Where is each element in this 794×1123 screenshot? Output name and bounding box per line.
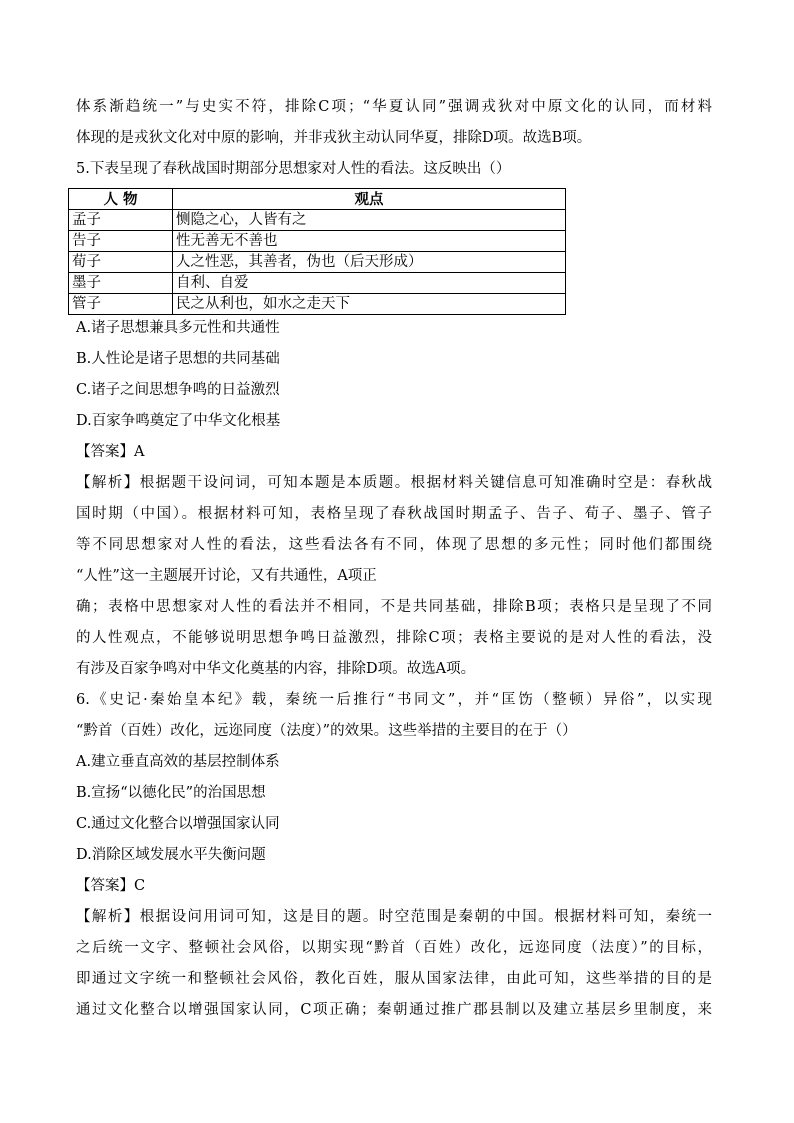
- q6-analysis-line-4: 通过文化整合以增强国家认同，C项正确；秦朝通过推广郡县制以及建立基层乡里制度，来: [76, 1002, 712, 1018]
- table-cell-person: 墨子: [69, 273, 173, 294]
- q5-analysis-line-4: “人性”这一主题展开讨论，又有共通性，A项正: [76, 568, 377, 584]
- q5-analysis-line-2: 国时期（中国）。根据材料可知，表格呈现了春秋战国时期孟子、告子、荀子、墨子、管子: [76, 506, 712, 522]
- table-cell-view: 人之性恶，其善者，伪也（后天形成）: [173, 252, 566, 273]
- table-row: [69, 252, 566, 273]
- table-header-person: 人 物: [69, 189, 173, 210]
- q5-option-b: B.人性论是诸子思想的共同基础: [76, 351, 280, 367]
- table-cell-view: 民之从利也，如水之走天下: [173, 294, 566, 315]
- table-row: [69, 273, 566, 294]
- thinkers-table: [68, 188, 566, 315]
- q5-option-c: C.诸子之间思想争鸣的日益激烈: [76, 382, 280, 398]
- q6-analysis-line-2: 之后统一文字、整顿社会风俗，以期实现“黔首（百姓）改化，远迩同度（法度）”的目标，: [76, 940, 712, 956]
- table-cell-view: 性无善无不善也: [173, 231, 566, 252]
- table-cell-view: 恻隐之心，人皆有之: [173, 210, 566, 231]
- table-cell-person: 荀子: [69, 252, 173, 273]
- q6-option-b: B.宣扬“以德化民”的治国思想: [76, 785, 266, 801]
- q5-analysis-line-7: 有涉及百家争鸣对中华文化奠基的内容，排除D项。故选A项。: [76, 661, 476, 677]
- q6-option-c: C.通过文化整合以增强国家认同: [76, 816, 280, 832]
- q5-analysis-line-5: 确；表格中思想家对人性的看法并不相同，不是共同基础，排除B项；表格只是呈现了不同: [76, 599, 712, 615]
- q5-analysis-line-1: 【解析】根据题干设问词，可知本题是本质题。根据材料关键信息可知准确时空是：春秋战: [76, 475, 712, 491]
- table-cell-person: 告子: [69, 231, 173, 252]
- table-cell-person: 管子: [69, 294, 173, 315]
- question-5-stem: 5.下表呈现了春秋战国时期部分思想家对人性的看法。这反映出（）: [76, 161, 511, 177]
- table-row: [69, 231, 566, 252]
- question-6-stem-line-1: 6.《史记·秦始皇本纪》载，秦统一后推行“书同文”，并“匡饬（整顿）异俗”，以实现: [76, 692, 712, 708]
- table-header-row: [69, 189, 566, 210]
- q6-analysis-line-3: 即通过文字统一和整顿社会风俗，教化百姓，服从国家法律，由此可知，这些举措的目的是: [76, 971, 712, 987]
- prev-analysis-line-2: 体现的是戎狄文化对中原的影响，并非戎狄主动认同华夏，排除D项。故选B项。: [76, 130, 592, 146]
- q5-analysis-line-3: 等不同思想家对人性的看法，这些看法各有不同，体现了思想的多元性；同时他们都围绕: [76, 537, 712, 553]
- q6-option-a: A.建立垂直高效的基层控制体系: [76, 754, 280, 770]
- table-cell-person: 孟子: [69, 210, 173, 231]
- question-6-stem-line-2: “黔首（百姓）改化，远迩同度（法度）”的效果。这些举措的主要目的在于（）: [76, 723, 577, 739]
- q5-option-d: D.百家争鸣奠定了中华文化根基: [76, 413, 281, 429]
- q6-answer: 【答案】C: [76, 878, 146, 894]
- prev-analysis-line-1: 体系渐趋统一”与史实不符，排除C项；“华夏认同”强调戎狄对中原文化的认同，而材料: [76, 99, 712, 115]
- q6-option-d: D.消除区域发展水平失衡问题: [76, 847, 266, 863]
- table-row: [69, 294, 566, 315]
- q5-analysis-line-6: 的人性观点，不能够说明思想争鸣日益激烈，排除C项；表格主要说的是对人性的看法，没: [76, 630, 712, 646]
- q5-option-a: A.诸子思想兼具多元性和共通性: [76, 320, 280, 336]
- table-header-view: 观点: [173, 189, 566, 210]
- q6-analysis-line-1: 【解析】根据设问用词可知，这是目的题。时空范围是秦朝的中国。根据材料可知，秦统一: [76, 909, 712, 925]
- table-row: [69, 210, 566, 231]
- table-cell-view: 自利、自爱: [173, 273, 566, 294]
- q5-answer: 【答案】A: [76, 444, 145, 460]
